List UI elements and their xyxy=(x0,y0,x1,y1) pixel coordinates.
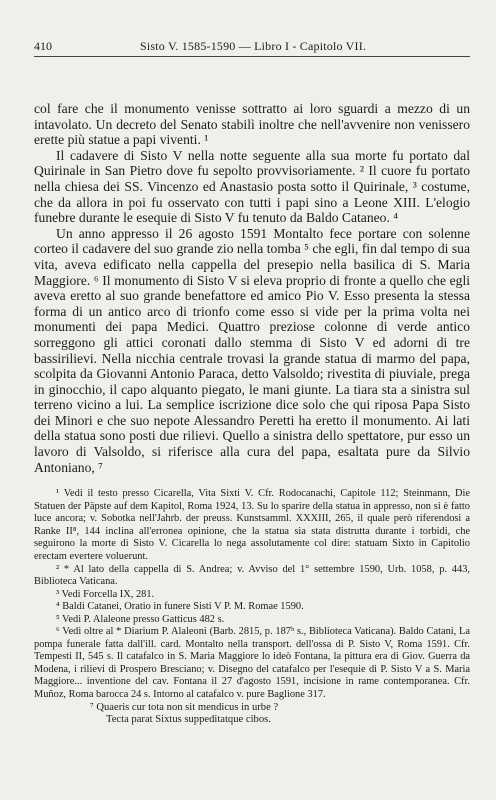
running-title: Sisto V. 1585-1590 — Libro I - Capitolo VII. xyxy=(140,39,367,53)
verse-line: ⁷ Quaeris cur tota non sit mendicus in urbe ? xyxy=(90,701,279,713)
footnote: ⁴ Baldi Catanei, Oratio in funere Sisti V P. M. Romae 1590. xyxy=(56,601,304,613)
footnote: ⁵ Vedi P. Alaleone presso Gatticus 482 s. xyxy=(56,613,225,625)
paragraph: Un anno appresso il 26 agosto 1591 Montalto fece portare con solenne corteo il cadavere del suo grande zio nella tomba ⁵ che egli, fin dal tempo di sua vita, aveva edificato nella cappella del presepio nella basilica di S. Maria Maggiore. ⁶ Il monumento di Sisto V si eleva proprio di fronte a quello che egli aveva eretto al suo grande benefattore ed amico Pio V. Esso presenta la stessa forma di un antico arco di trionfo come esso si vide per la prima volta nei monumenti dei papa Medici. Quattro preziose colonne di verde antico sorreggono gli attici coronati dallo stemma di Sisto V ed adorni di tre bassirilievi. Nella nicchia centrale trovasi la grande statua di marmo del papa, scolpita da Giovanni Antonio Paraca, detto Valsoldo; rivestita di piuviale, prega in ginocchio, il capo alquanto piegato, le mani giunte. La tiara sta a sinistra sul terreno vicino a lui. La semplice iscrizione dice solo che qui riposa Papa Sisto dei Minori e che suo nepote Alessandro Peretti ha eretto il monumento. Ai lati della statua sono posti due rilievi. Quello a sinistra dello spettatore, pur esso un lavoro di Valsoldo, si riferisce alla cura del papa, esaltata pure da Silvio Antoniano, ⁷ xyxy=(34,225,470,475)
footnote: ² * Al lato della cappella di S. Andrea; v. Avviso del 1° settembre 1590, Urb. 1058, p. 443, Biblioteca Vaticana. xyxy=(34,563,470,588)
footnote: ¹ Vedi il testo presso Cicarella, Vita Sixti V. Cfr. Rodocanachi, Capitole 112; Steinmann, Die Statuen der Päpste auf dem Kapitol, Roma 1924, 13. Su lo sparire della statua in appresso, non si è fatto luce ancora; v. Sobotka nell'Jahrb. der preuss. Kunstsamml. XXXIII, 265, il quale però riferendosi a Ranke II⁸, 144 inclina all'erronea opinione, che la statua sia stata distrutta durante i torbidi, che seguirono la morte di Sisto V. Cicarella lo nega assolutamente col dire: statuam Sixto in Capitolio erectam evertere voluerunt. xyxy=(34,488,470,562)
footnotes xyxy=(34,488,470,726)
verse-line: Tecta parat Sixtus suppeditatque cibos. xyxy=(106,714,271,726)
page-number: 410 xyxy=(34,39,52,53)
paragraph: Il cadavere di Sisto V nella notte seguente alla sua morte fu portato dal Quirinale in San Pietro dove fu sepolto provvisoriamente. ² Il cuore fu portato nella chiesa dei SS. Vincenzo ed Anastasio posta sotto il Quirinale, ³ costume, che da allora in poi fu osservato con tutti i papi sino a Leone XIII. L'elogio funebre durante le esequie di Sisto V fu tenuto da Baldo Cataneo. ⁴ xyxy=(34,147,470,226)
paragraph: col fare che il monumento venisse sottratto ai loro sguardi a mezzo di un intavolato. Un decreto del Senato stabilì inoltre che nell'avvenire non venissero erette più statue a papi viventi. ¹ xyxy=(34,101,470,148)
footnote: ³ Vedi Forcella IX, 281. xyxy=(56,588,155,600)
footnote: ⁶ Vedi oltre al * Diarium P. Alaleoni (Barb. 2815, p. 187ᵇ s., Biblioteca Vaticana). Baldo Catani, La pompa funerale fatta dall'ill. card. Montalto nella transport. dell'ossa di P. Sisto V, Roma 1591. Cfr. Tempesti II, 545 s. Il catafalco in S. Maria Maggiore lo ideò Fontana, la pittura era di Giov. Guerra da Modena, i rilievi di Prospero Bresciano; v. Disegno del catafalco per l'esequie di P. Sisto V a S. Maria Maggiore... inventione del cav. Fontana il 27 d'agosto 1591, incisione in rame contemporanea. Cfr. Muñoz, Roma barocca 24 s. Intorno al catafalco v. pure Baglione 317. xyxy=(34,626,470,700)
main-text xyxy=(34,101,470,475)
running-header xyxy=(34,38,470,57)
